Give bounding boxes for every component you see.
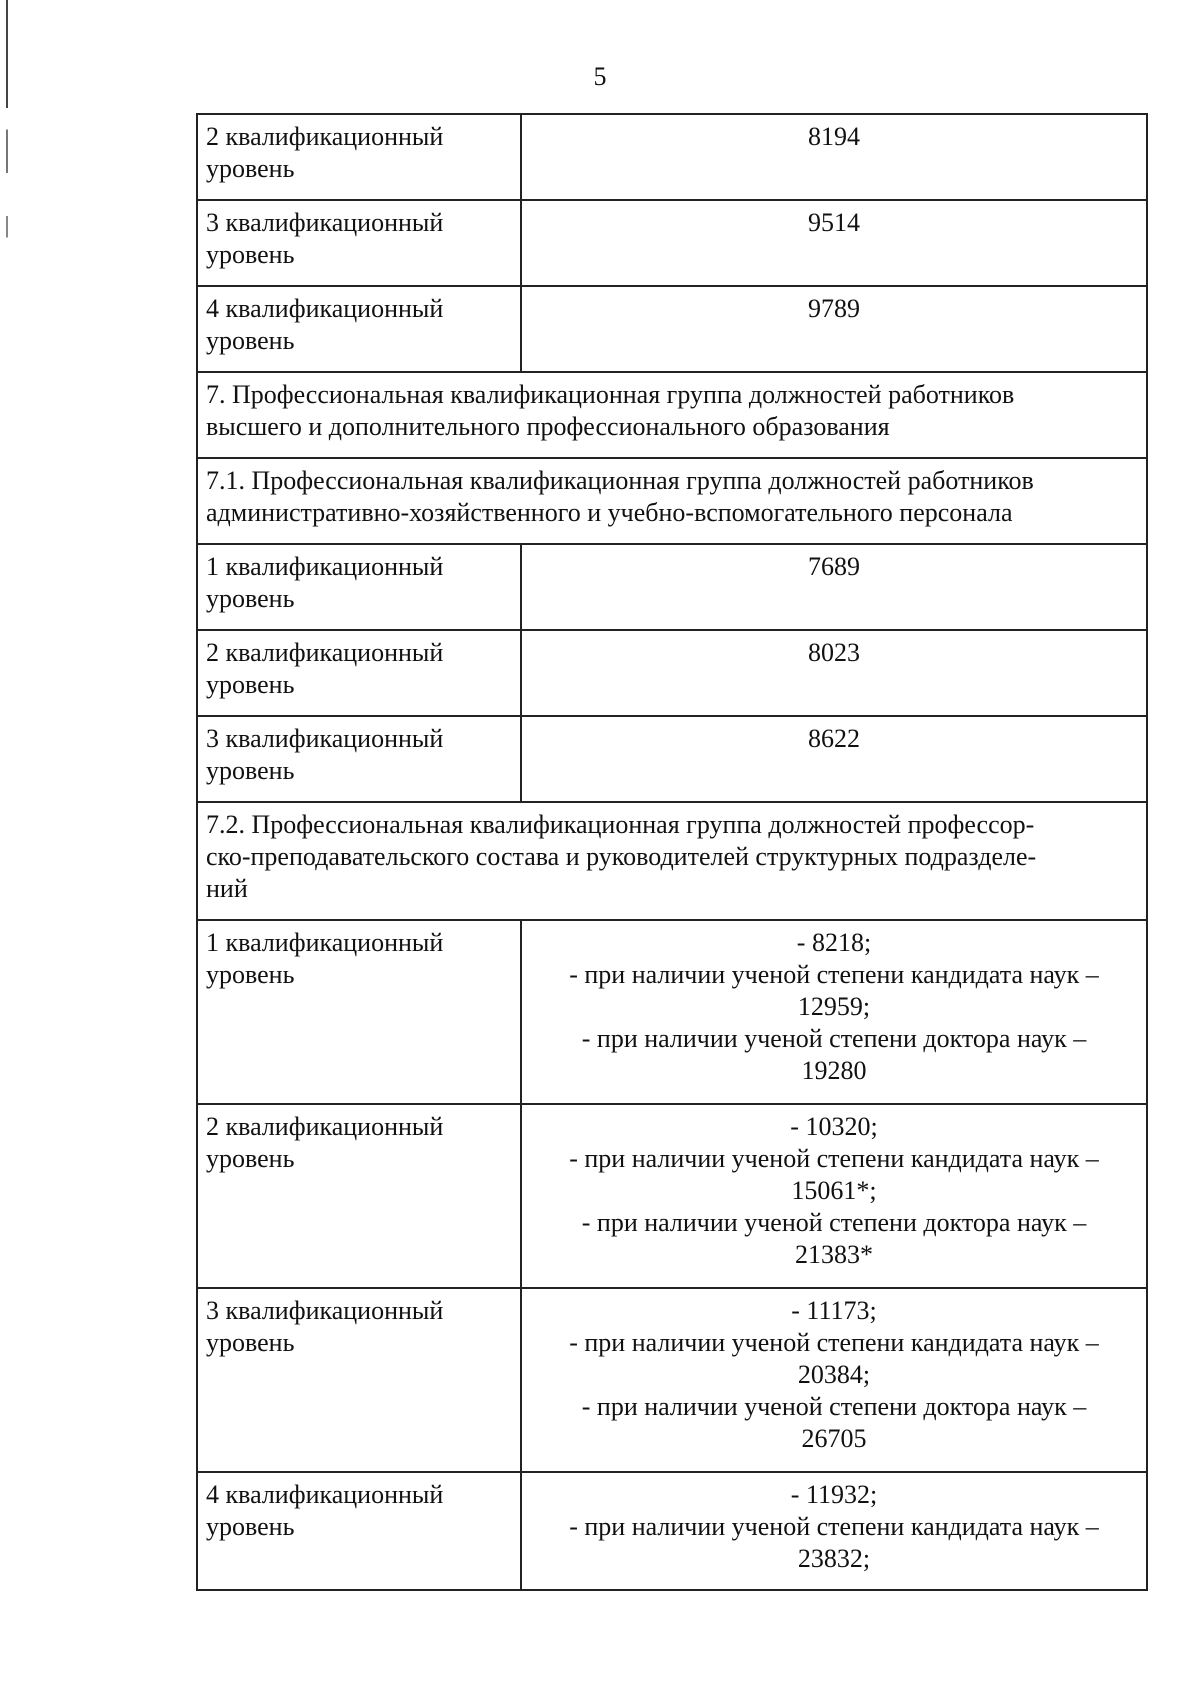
salary-table [196, 113, 1148, 1591]
table-row [197, 1104, 1147, 1288]
value-line: 26705 [801, 1424, 867, 1453]
value-line: 8622 [808, 724, 860, 753]
value-line: - при наличии ученой степени кандидата наук – [569, 1512, 1099, 1541]
group-heading-line: административно-хозяйственного и учебно-вспомогательного персонала [206, 498, 1013, 527]
value-line: - при наличии ученой степени кандидата наук – [569, 1328, 1099, 1357]
value-line: 15061*; [791, 1176, 877, 1205]
value-line: 9514 [808, 208, 860, 237]
value-line: - при наличии ученой степени доктора наук – [581, 1392, 1087, 1421]
value-line: 7689 [808, 552, 860, 581]
salary-value [521, 200, 1147, 286]
value-line: 9789 [808, 294, 860, 323]
group-heading-line: ний [206, 874, 248, 903]
value-line: - при наличии ученой степени кандидата наук – [569, 960, 1099, 989]
level-label: 2 квалификационный уровень [197, 1104, 521, 1288]
value-line: - 10320; [790, 1112, 878, 1141]
table-row [197, 544, 1147, 630]
value-line: 20384; [797, 1360, 871, 1389]
value-line: - 8218; [796, 928, 872, 957]
table-row [197, 716, 1147, 802]
value-line: - при наличии ученой степени доктора наук – [581, 1208, 1087, 1237]
group-heading-line: 7.2. Профессиональная квалификационная группа должностей профессор- [206, 810, 1035, 839]
group-heading-line: 7.1. Профессиональная квалификационная группа должностей работников [206, 466, 1034, 495]
salary-value [521, 544, 1147, 630]
level-label: 3 квалификационный уровень [197, 1288, 521, 1472]
group-heading-row [197, 372, 1147, 458]
level-label: 2 квалификационный уровень [197, 630, 521, 716]
group-heading-line: ско-преподавательского состава и руководителей структурных подразделе- [206, 842, 1037, 871]
salary-value [521, 1104, 1147, 1288]
group-heading [197, 372, 1147, 458]
level-label: 3 квалификационный уровень [197, 200, 521, 286]
salary-value [521, 286, 1147, 372]
salary-value [521, 114, 1147, 200]
level-label: 4 квалификационный уровень [197, 286, 521, 372]
value-line: 21383* [795, 1240, 873, 1269]
value-line: 12959; [797, 992, 871, 1021]
table-row [197, 114, 1147, 200]
scan-edge-mark [6, 0, 8, 360]
table-row [197, 1472, 1147, 1590]
table-row [197, 200, 1147, 286]
level-label: 3 квалификационный уровень [197, 716, 521, 802]
group-heading-line: 7. Профессиональная квалификационная группа должностей работников [206, 380, 1015, 409]
group-heading-row [197, 802, 1147, 920]
table-row [197, 1288, 1147, 1472]
group-heading-line: высшего и дополнительного профессионального образования [206, 412, 890, 441]
value-line: 8194 [808, 122, 860, 151]
level-label: 4 квалификационный уровень [197, 1472, 521, 1590]
value-line: - при наличии ученой степени доктора наук – [581, 1024, 1087, 1053]
salary-value [521, 716, 1147, 802]
salary-value [521, 1288, 1147, 1472]
level-label: 1 квалификационный уровень [197, 544, 521, 630]
group-heading [197, 802, 1147, 920]
table-row [197, 920, 1147, 1104]
value-line: - 11173; [791, 1296, 877, 1325]
level-label: 1 квалификационный уровень [197, 920, 521, 1104]
value-line: - 11932; [790, 1480, 878, 1509]
value-line: 23832; [797, 1544, 871, 1573]
page-number: 5 [593, 62, 607, 91]
value-line: 19280 [801, 1056, 867, 1085]
value-line: - при наличии ученой степени кандидата наук – [569, 1144, 1099, 1173]
table-row [197, 630, 1147, 716]
level-label: 2 квалификационный уровень [197, 114, 521, 200]
salary-value [521, 920, 1147, 1104]
salary-value [521, 1472, 1147, 1590]
value-line: 8023 [808, 638, 860, 667]
group-heading-row [197, 458, 1147, 544]
table-row [197, 286, 1147, 372]
salary-value [521, 630, 1147, 716]
group-heading [197, 458, 1147, 544]
